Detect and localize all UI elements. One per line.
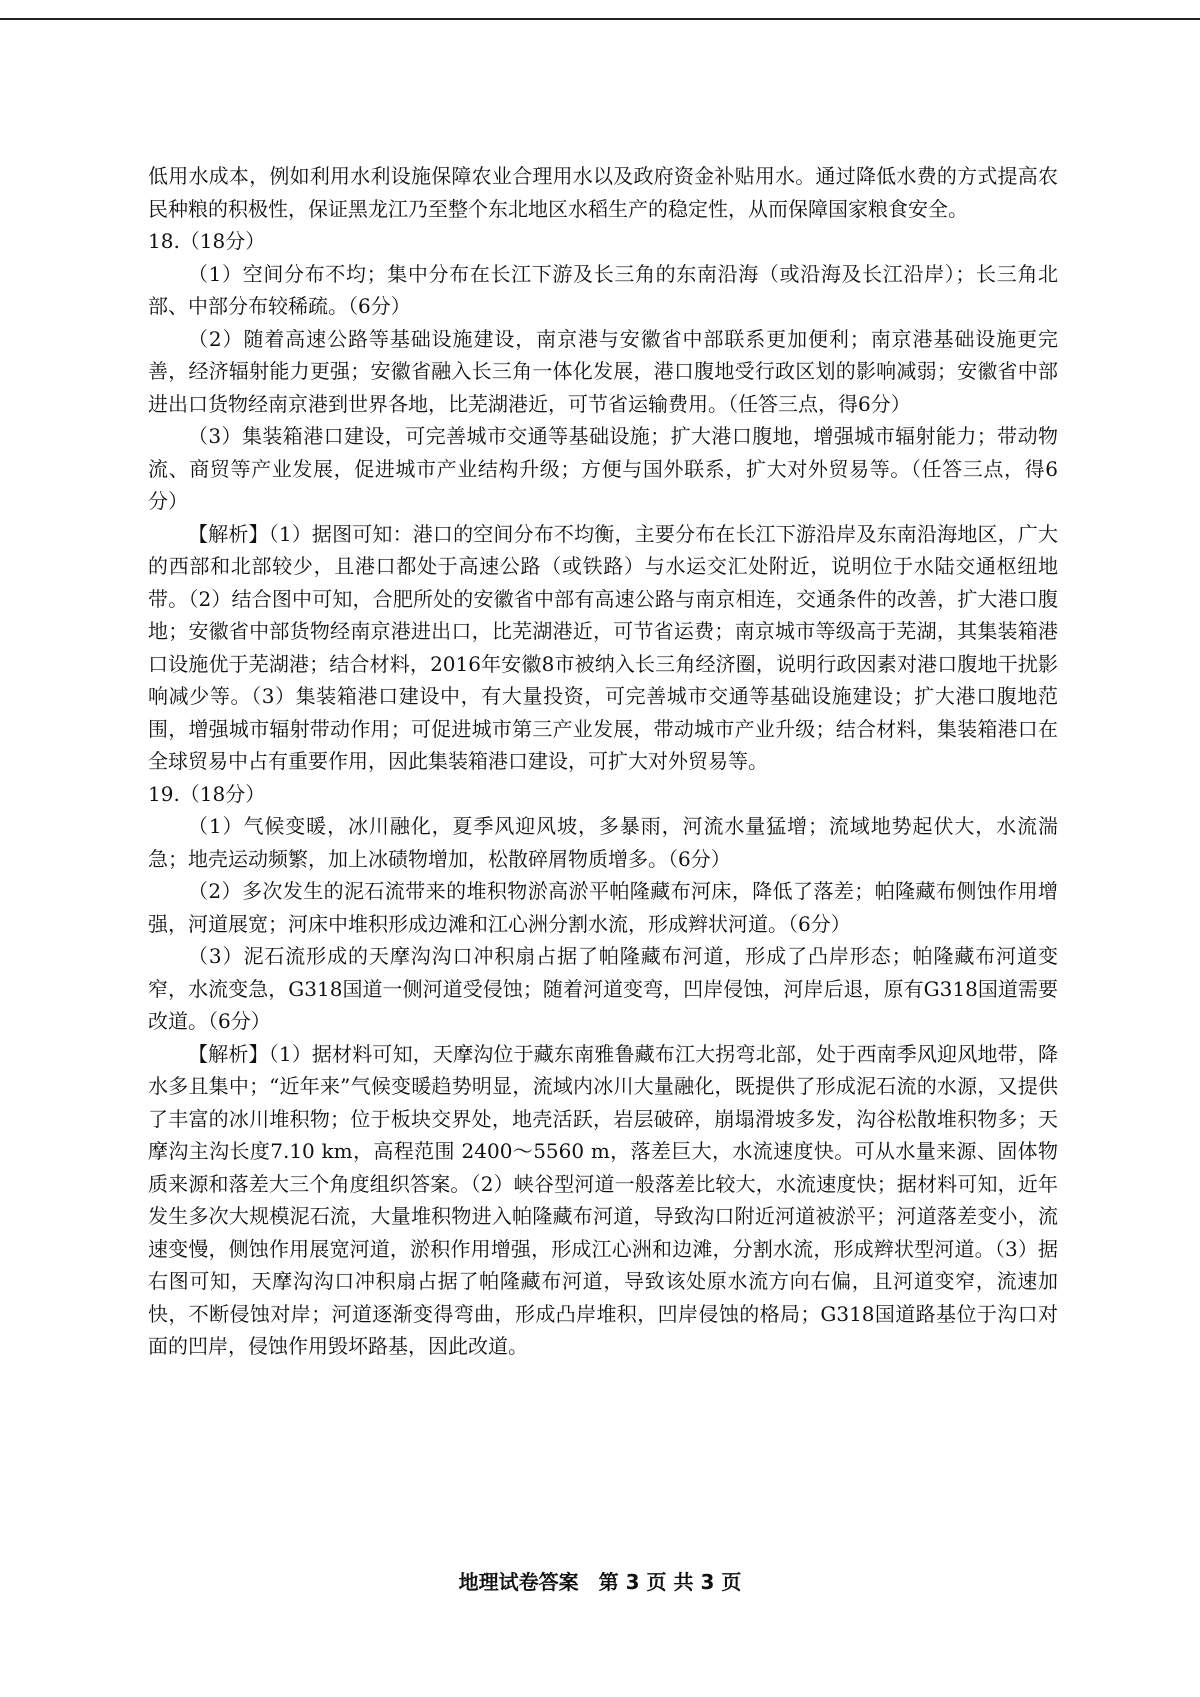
q19-answer-1: （1）气候变暖，冰川融化，夏季风迎风坡，多暴雨，河流水量猛增；流域地势起伏大，水流湍急；地壳运动频繁，加上冰碛物增加，松散碎屑物质增多。（6分） [148,814,1058,871]
top-border-line [0,18,1200,20]
q18-answer-2: （2）随着高速公路等基础设施建设，南京港与安徽省中部联系更加便利；南京港基础设施更完善，经济辐射能力更强；安徽省融入长三角一体化发展，港口腹地受行政区划的影响减弱；安徽省中部进出口货物经南京港到世界各地，比芜湖港近，可节省运输费用。（任答三点，得6分） [148,326,1058,416]
q18-answer-3: （3）集装箱港口建设，可完善城市交通等基础设施；扩大港口腹地，增强城市辐射能力；带动物流、商贸等产业发展，促进城市产业结构升级；方便与国外联系，扩大对外贸易等。（任答三点，得6分） [148,424,1058,513]
q19-answer-2: （2）多次发生的泥石流带来的堆积物淤高淤平帕隆藏布河床，降低了落差；帕隆藏布侧蚀作用增强，河道展宽；河床中堆积形成边滩和江心洲分割水流，形成辫状河道。（6分） [148,879,1058,936]
page-footer: 地理试卷答案 第 3 页 共 3 页 [458,1570,742,1594]
question-18-heading: 18.（18分） [148,229,266,253]
q19-analysis: 【解析】（1）据材料可知，天摩沟位于藏东南雅鲁藏布江大拐弯北部，处于西南季风迎风地带，降水多且集中；“近年来”气候变暖趋势明显，流域内冰川大量融化，既提供了形成泥石流的水源，又提供了丰富的冰川堆积物；位于板块交界处，地壳活跃，岩层破碎，崩塌滑坡多发，沟谷松散堆积物多；天摩沟主沟长度7.10 km，高程范围 2400～5560 m，落差巨大，水流速度快。可从水量来源、固体物质来源和落差大三个角度组织答案。（2）峡谷型河道一般落差比较大，水流速度快；据材料可知，近年发生多次大规模泥石流，大量堆积物进入帕隆藏布河道，导致沟口附近河道被淤平；河道落差变小，流速变慢，侧蚀作用展宽河道，淤积作用增强，形成江心洲和边滩，分割水流，形成辫状型河道。（3）据右图可知，天摩沟沟口冲积扇占据了帕隆藏布河道，导致该处原水流方向右偏，且河道变窄，流速加快，不断侵蚀对岸；河道逐渐变得弯曲，形成凸岸堆积，凹岸侵蚀的格局；G318国道路基位于沟口对面的凹岸，侵蚀作用毁坏路基，因此改道。 [148,1041,1058,1358]
q18-answer-1: （1）空间分布不均；集中分布在长江下游及长三角的东南沿海（或沿海及长江沿岸）；长三角北部、中部分布较稀疏。（6分） [148,261,1058,318]
answer-content [148,160,1058,1363]
paragraph-continuation: 低用水成本，例如利用水利设施保障农业合理用水以及政府资金补贴用水。通过降低水费的方式提高农民种粮的积极性，保证黑龙江乃至整个东北地区水稻生产的稳定性，从而保障国家粮食安全。 [148,164,1058,221]
q18-analysis: 【解析】（1）据图可知：港口的空间分布不均衡，主要分布在长江下游沿岸及东南沿海地区，广大的西部和北部较少，且港口都处于高速公路（或铁路）与水运交汇处附近，说明位于水陆交通枢纽地带。（2）结合图中可知，合肥所处的安徽省中部有高速公路与南京相连，交通条件的改善，扩大港口腹地；安徽省中部货物经南京港进出口，比芜湖港近，可节省运费；南京城市等级高于芜湖，其集装箱港口设施优于芜湖港；结合材料，2016年安徽8市被纳入长三角经济圈，说明行政因素对港口腹地干扰影响减少等。（3）集装箱港口建设中，有大量投资，可完善城市交通等基础设施建设；扩大港口腹地范围，增强城市辐射带动作用；可促进城市第三产业发展，带动城市产业升级；结合材料，集装箱港口在全球贸易中占有重要作用，因此集装箱港口建设，可扩大对外贸易等。 [148,521,1058,773]
q19-answer-3: （3）泥石流形成的天摩沟沟口冲积扇占据了帕隆藏布河道，形成了凸岸形态；帕隆藏布河道变窄，水流变急，G318国道一侧河道受侵蚀；随着河道变弯，凹岸侵蚀，河岸后退，原有G318国道需要改道。（6分） [148,944,1058,1033]
question-19-heading: 19.（18分） [148,781,266,806]
